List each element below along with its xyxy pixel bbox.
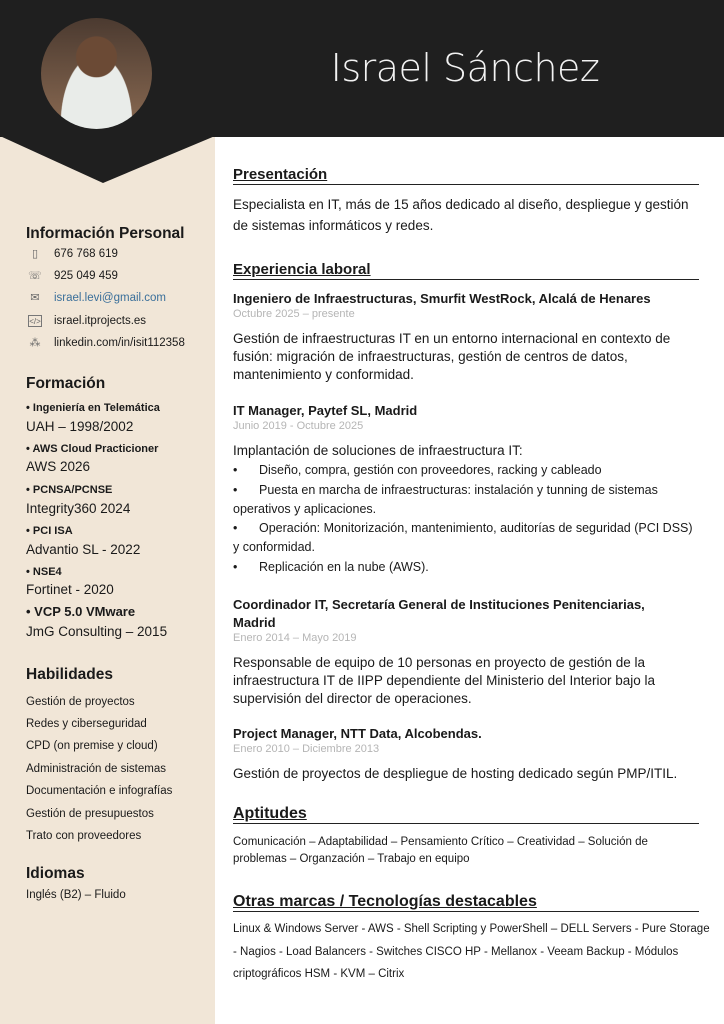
presentation-heading (233, 166, 699, 185)
technologies-text: criptográficos HSM - KVM – Citrix (233, 968, 405, 980)
job-title: Coordinador IT, Secretaría General de Instituciones Penitenciarias, (233, 597, 645, 612)
technologies-text: - Nagios - Load Balancers - Switches CISCO HP - Mellanox - Veeam Backup - Módulos (233, 946, 679, 958)
job-description: Gestión de proyectos de despliegue de hosting dedicado según PMP/ITIL. (233, 766, 678, 781)
education-detail: Advantio SL - 2022 (26, 542, 141, 557)
contact-email (28, 292, 166, 304)
bullet-text: Operación: Monitorización, mantenimiento, auditorías de seguridad (PCI DSS) (259, 521, 693, 535)
education-detail: UAH – 1998/2002 (26, 419, 134, 434)
website-icon: </> (29, 317, 41, 326)
job-bullet-cont: y conformidad. (233, 540, 315, 554)
chevron-shape (0, 136, 215, 186)
contact-landline (28, 270, 118, 282)
job-description: Responsable de equipo de 10 personas en proyecto de gestión de la (233, 655, 646, 670)
job-description: mantenimiento y conformidad. (233, 367, 414, 382)
education-detail: JmG Consulting – 2015 (26, 624, 168, 639)
job-title: Project Manager, NTT Data, Alcobendas. (233, 726, 482, 741)
education-detail: Integrity360 2024 (26, 501, 131, 516)
job-date: Junio 2019 - Octubre 2025 (233, 420, 364, 432)
job-bullet-cont: operativos y aplicaciones. (233, 502, 377, 516)
skill-item: Administración de sistemas (26, 763, 166, 775)
skill-item: Documentación e infografías (26, 785, 173, 797)
presentation-text: de sistemas informáticos y redes. (233, 218, 434, 233)
job-description: fusión: migración de infraestructuras, gestión de centros de datos, (233, 349, 628, 364)
education-title: • PCI ISA (26, 525, 73, 537)
contact-text: israel.itprojects.es (54, 315, 147, 327)
education-detail: Fortinet - 2020 (26, 582, 114, 597)
contact-text: 676 768 619 (54, 248, 118, 260)
job-bullet: • Diseño, compra, gestión con proveedores, racking y cableado (233, 463, 602, 477)
languages-heading: Idiomas (26, 865, 85, 882)
skill-item: Gestión de proyectos (26, 696, 135, 708)
job-title-cont: Madrid (233, 615, 276, 630)
skill-item: Redes y ciberseguridad (26, 718, 147, 730)
email-icon: ✉ (30, 292, 40, 304)
technologies-heading (233, 893, 699, 912)
job-bullet: • Puesta en marcha de infraestructuras: instalación y tunning de sistemas (233, 483, 658, 497)
job-description: Implantación de soluciones de infraestructura IT: (233, 443, 523, 458)
skills-heading: Habilidades (26, 666, 113, 683)
contact-website (28, 315, 146, 327)
telephone-icon: ☏ (28, 270, 42, 282)
personal-info-heading: Información Personal (26, 225, 185, 242)
job-date: Octubre 2025 – presente (233, 308, 355, 320)
heading-text: Experiencia laboral (233, 261, 371, 278)
technologies-text: Linux & Windows Server - AWS - Shell Scripting y PowerShell – DELL Servers - Pure Storage (233, 923, 710, 935)
education-title: • VCP 5.0 VMware (26, 604, 136, 619)
language-item: Inglés (B2) – Fluido (26, 889, 126, 901)
education-title: • AWS Cloud Practicioner (26, 443, 159, 455)
heading-text: Otras marcas / Tecnologías destacables (233, 893, 537, 910)
job-title: Ingeniero de Infraestructuras, Smurfit WestRock, Alcalá de Henares (233, 291, 651, 306)
job-bullet: • Operación: Monitorización, mantenimiento, auditorías de seguridad (PCI DSS) (233, 521, 693, 535)
aptitudes-heading (233, 805, 699, 824)
education-title: • Ingeniería en Telemática (26, 402, 160, 414)
job-date: Enero 2010 – Diciembre 2013 (233, 743, 380, 755)
education-heading: Formación (26, 375, 106, 392)
email-link[interactable]: israel.levi@gmail.com (54, 292, 167, 304)
job-description: Gestión de infraestructuras IT en un entorno internacional en contexto de (233, 331, 671, 346)
contact-linkedin (28, 337, 185, 349)
job-bullet: • Replicación en la nube (AWS). (233, 560, 429, 574)
education-title: • NSE4 (26, 566, 62, 578)
mobile-phone-icon: ▯ (31, 248, 39, 260)
heading-text: Aptitudes (233, 805, 307, 822)
education-title: • PCNSA/PCNSE (26, 484, 113, 496)
job-date: Enero 2014 – Mayo 2019 (233, 632, 357, 644)
experience-heading (233, 261, 699, 280)
bullet-text: Diseño, compra, gestión con proveedores, racking y cableado (259, 463, 602, 477)
aptitudes-text: Comunicación – Adaptabilidad – Pensamiento Crítico – Creatividad – Solución de (233, 836, 648, 848)
aptitudes-text: problemas – Organzación – Trabajo en equipo (233, 853, 470, 865)
skill-item: Trato con proveedores (26, 830, 142, 842)
candidate-name: Israel Sánchez (330, 46, 600, 90)
contact-text: 925 049 459 (54, 270, 118, 282)
contact-text: linkedin.com/in/isit112358 (54, 337, 185, 349)
bullet-text: Puesta en marcha de infraestructuras: instalación y tunning de sistemas (259, 483, 658, 497)
job-description: supervisión del director de operaciones. (233, 691, 472, 706)
job-description: infraestructura IT de IIPP dependiente del Ministerio del Interior bajo la (233, 673, 655, 688)
bullet-text: Replicación en la nube (AWS). (259, 560, 429, 574)
profile-photo (41, 18, 152, 129)
job-title: IT Manager, Paytef SL, Madrid (233, 403, 418, 418)
education-detail: AWS 2026 (26, 459, 91, 474)
heading-text: Presentación (233, 166, 328, 183)
contact-phone (28, 248, 118, 260)
network-icon: ⁂ (29, 337, 41, 349)
presentation-text: Especialista en IT, más de 15 años dedicado al diseño, despliegue y gestión (233, 197, 689, 212)
skill-item: Gestión de presupuestos (26, 808, 154, 820)
skill-item: CPD (on premise y cloud) (26, 740, 158, 752)
